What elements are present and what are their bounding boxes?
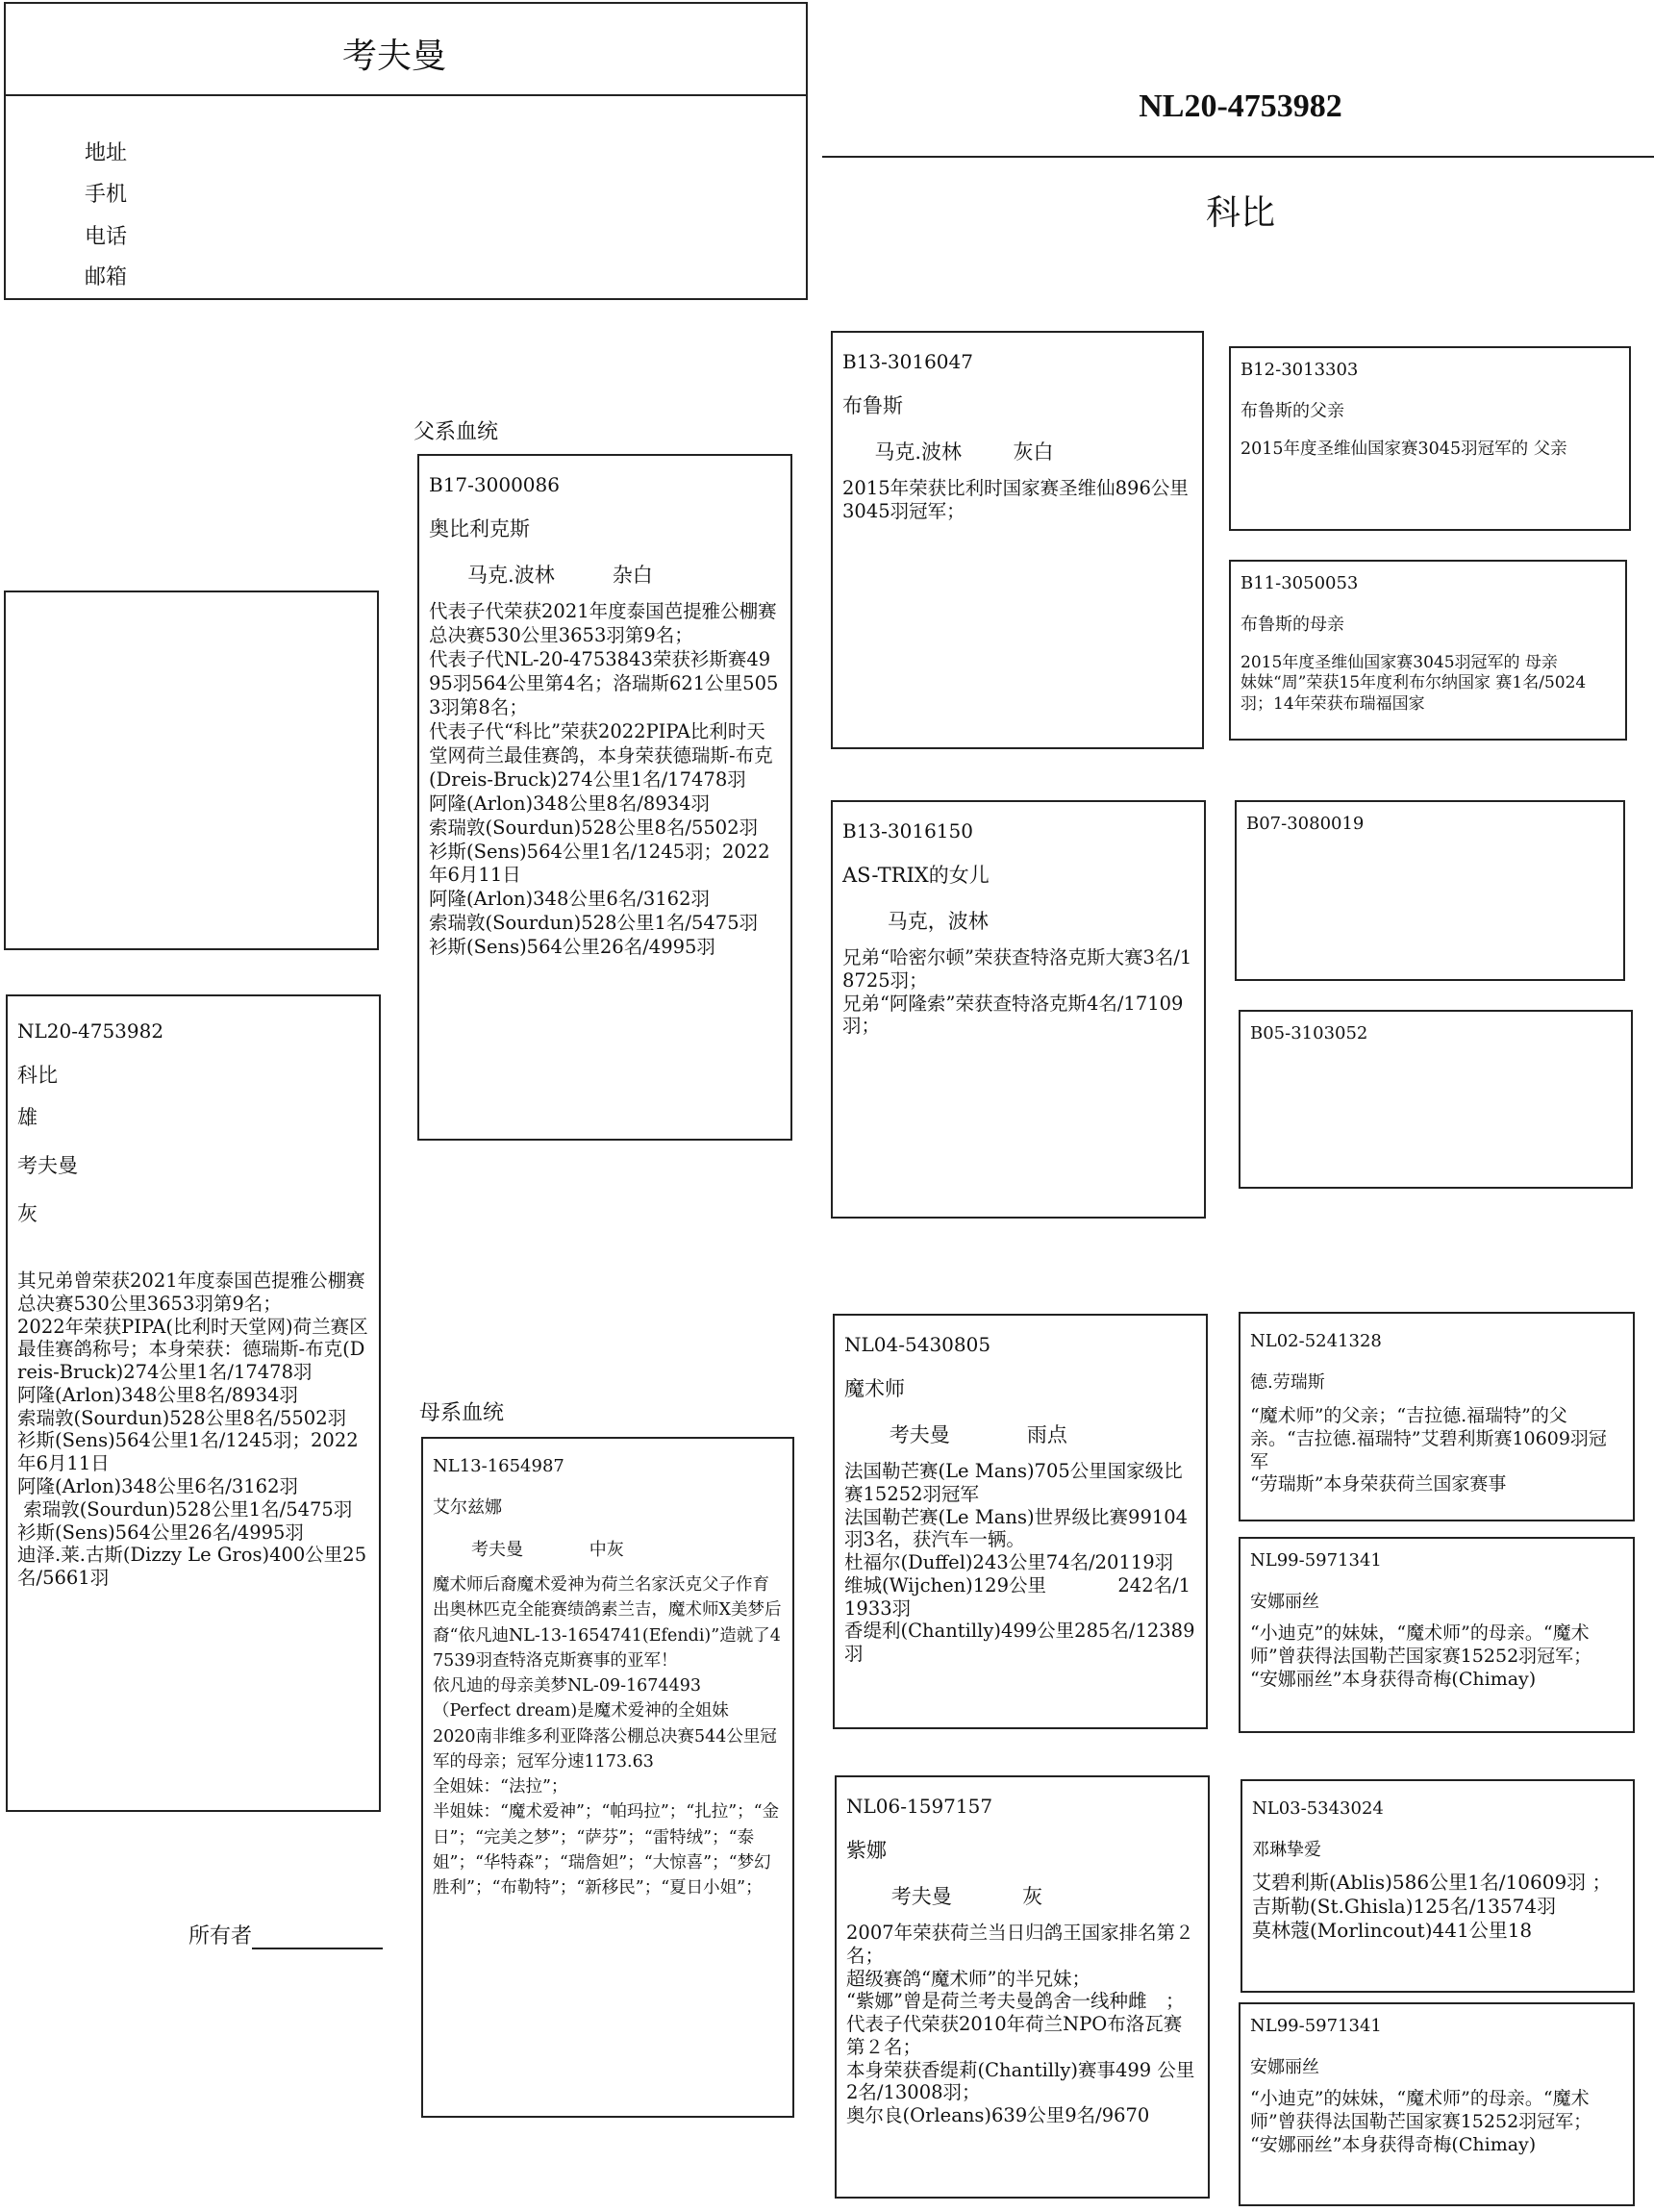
contact-address-label: 地址 (85, 141, 128, 165)
dd-dam-name: 安娜丽丝 (1250, 2057, 1319, 2077)
dam-sire-breeder-color: 考夫曼 雨点 (844, 1423, 1067, 1446)
paternal-label: 父系血统 (414, 420, 499, 444)
sd-dam-card (1239, 1010, 1633, 1189)
dd-dam-ring: NL99-5971341 (1250, 2016, 1382, 2036)
owner-signature (188, 1920, 383, 1949)
header-ring-number: NL20-4753982 (1139, 88, 1342, 124)
dam-ring: NL13-1654987 (433, 1456, 564, 1476)
contact-mobile-label: 手机 (85, 183, 128, 207)
dam-name: 艾尔兹娜 (433, 1497, 502, 1518)
sire-name: 奥比利克斯 (429, 517, 530, 540)
owner-name: 考夫曼 (341, 37, 446, 76)
ss-sire-description: 2015年度圣维仙国家赛3045羽冠军的 父亲 (1240, 440, 1567, 459)
dd-dam-description: “小迪克”的妹妹，“魔术师”的母亲。“魔术师”曾获得法国勒芒国家赛15252羽冠军； “安娜丽丝”本身获得奇梅(Chimay) (1250, 2088, 1592, 2155)
sire-sire-description: 2015年荣获比利时国家赛圣维仙896公里3045羽冠军； (842, 477, 1189, 522)
subject-color: 灰 (17, 1202, 38, 1225)
sire-sire-card (831, 331, 1204, 749)
ss-dam-description: 2015年度圣维仙国家赛3045羽冠军的 母亲 妹妹“周”荣获15年度利布尔纳国家 赛1名/5024羽；14年荣获布瑞福国家 (1240, 653, 1587, 714)
ds-sire-ring: NL02-5241328 (1250, 1331, 1382, 1351)
ds-dam-description: “小迪克”的妹妹，“魔术师”的母亲。“魔术师”曾获得法国勒芒国家赛15252羽冠军； “安娜丽丝”本身获得奇梅(Chimay) (1250, 1622, 1592, 1690)
sd-sire-ring: B07-3080019 (1246, 814, 1365, 834)
photo-frame (4, 591, 379, 950)
ss-dam-name: 布鲁斯的母亲 (1240, 615, 1344, 635)
owner-divider (6, 94, 806, 96)
sire-dam-name: AS-TRIX的女儿 (842, 864, 990, 887)
sire-dam-ring: B13-3016150 (842, 819, 973, 842)
header-pigeon-name: 科比 (1205, 193, 1275, 233)
dam-breeder-color: 考夫曼 中灰 (433, 1540, 624, 1560)
dd-sire-card (1240, 1779, 1635, 1993)
owner-signature-line (252, 1930, 383, 1949)
dam-dam-breeder-color: 考夫曼 灰 (846, 1885, 1043, 1908)
sire-description: 代表子代荣获2021年度泰国芭提雅公棚赛总决赛530公里3653羽第9名； 代表子代NL-20-4753843荣获衫斯赛4995羽564公里第4名；洛瑞斯621公里5053羽第8名； 代表子代“科比”荣获2022PIPA比利时天堂网荷兰最佳赛鸽，本身荣获德瑞斯-布克(Dreis-Bruck)274公里1名/17478羽 阿隆(Arlon)348公里8名/8934羽 索瑞敦(Sourdun)528公里8名/5502羽 衫斯(Sens)564公里1名/1245羽；2022年6月11日 阿隆(Arlon)348公里6名/3162羽 索瑞敦(Sourdun)528公里1名/5475羽 衫斯(Sens)564公里26名/4995羽 (429, 600, 779, 959)
dam-description: 魔术师后裔魔术爱神为荷兰名家沃克父子作育出奥林匹克全能赛绩鸽素兰吉，魔术师X美梦后裔“依凡迪NL-13-1654741(Efendi)”造就了47539羽查特洛克斯赛事的亚军！ 依凡迪的母亲美梦NL-09-1674493 （Perfect dream)是魔术爱神的全姐妹 2020南非维多利亚降落公棚总决赛544公里冠军的母亲；冠军分速1173.63 全姐妹：“法拉”； 半姐妹：“魔术爱神”；“帕玛拉”；“扎拉”；“金日”；“完美之梦”；“萨芬”；“雷特绒”；“泰姐”；“华特森”；“瑞詹妲”；“大惊喜”；“梦幻胜利”；“布勒特”；“新移民”；“夏日小姐”； (433, 1575, 782, 1898)
subject-sex: 雄 (17, 1106, 38, 1129)
dam-sire-ring: NL04-5430805 (844, 1333, 991, 1356)
dam-sire-card (833, 1314, 1208, 1729)
dd-sire-description: 艾碧利斯(Ablis)586公里1名/10609羽 ； 吉斯勒(St.Ghisla)125名/13574羽 莫林蔻(Morlincout)441公里18 (1252, 1871, 1612, 1942)
ds-dam-name: 安娜丽丝 (1250, 1592, 1319, 1612)
ss-dam-card (1229, 560, 1627, 741)
dam-card (421, 1437, 794, 2118)
contact-email-label: 邮箱 (85, 265, 128, 289)
dam-dam-card (835, 1775, 1210, 2199)
ss-dam-ring: B11-3050053 (1240, 573, 1359, 593)
sire-sire-name: 布鲁斯 (842, 394, 903, 417)
subject-card (6, 994, 381, 1812)
dam-dam-description: 2007年荣获荷兰当日归鸽王国家排名第２名； 超级赛鸽“魔术师”的半兄妹； “紫娜”曾是荷兰考夫曼鸽舍一线种雌 ； 代表子代荣获2010年荷兰NPO布洛瓦赛第２名； 本身荣获香缇莉(Chantilly)赛事499 公里2名/13008羽； 奥尔良(Orleans)639公里9名/9670 (846, 1922, 1195, 2127)
sire-dam-card (831, 800, 1206, 1219)
ds-sire-name: 德.劳瑞斯 (1250, 1372, 1325, 1393)
ss-sire-card (1229, 346, 1631, 531)
subject-description: 其兄弟曾荣获2021年度泰国芭提雅公棚赛总决赛530公里3653羽第9名； 2022年荣获PIPA(比利时天堂网)荷兰赛区最佳赛鸽称号；本身荣获：德瑞斯-布克(Dreis-Bruck)274公里1名/17478羽 阿隆(Arlon)348公里8名/8934羽 索瑞敦(Sourdun)528公里8名/5502羽 衫斯(Sens)564公里1名/1245羽；2022年6月11日 阿隆(Arlon)348公里6名/3162羽 索瑞敦(Sourdun)528公里1名/5475羽 衫斯(Sens)564公里26名/4995羽 迪泽.莱.古斯(Dizzy Le Gros)400公里25名/5661羽 (17, 1269, 368, 1590)
sire-ring: B17-3000086 (429, 473, 560, 496)
ds-sire-description: “魔术师”的父亲；“吉拉德.福瑞特”的父亲。“吉拉德.福瑞特”艾碧利斯赛10609羽冠军 “劳瑞斯”本身荣获荷兰国家赛事 (1250, 1405, 1607, 1496)
dam-dam-name: 紫娜 (846, 1839, 887, 1862)
ds-dam-ring: NL99-5971341 (1250, 1550, 1382, 1571)
contact-phone-label: 电话 (85, 225, 128, 249)
sd-sire-card (1235, 800, 1625, 981)
dd-sire-name: 邓琳挚爱 (1252, 1840, 1321, 1860)
dd-dam-card (1239, 2002, 1635, 2206)
subject-ring: NL20-4753982 (17, 1019, 164, 1043)
ds-sire-card (1239, 1312, 1635, 1521)
subject-breeder: 考夫曼 (17, 1154, 78, 1177)
dd-sire-ring: NL03-5343024 (1252, 1798, 1384, 1819)
dam-sire-name: 魔术师 (844, 1377, 905, 1400)
dam-sire-description: 法国勒芒赛(Le Mans)705公里国家级比赛15252羽冠军 法国勒芒赛(Le Mans)世界级比赛99104羽3名，获汽车一辆。 杜福尔(Duffel)243公里74名/20119羽 维城(Wijchen)129公里 242名/11933羽 香缇利(Chantilly)499公里285名/12389羽 (844, 1460, 1195, 1666)
maternal-label: 母系血统 (419, 1401, 505, 1425)
sire-sire-ring: B13-3016047 (842, 350, 973, 373)
sire-dam-description: 兄弟“哈密尔顿”荣获查特洛克斯大赛3名/18725羽； 兄弟“阿隆索”荣获查特洛克斯4名/17109羽； (842, 946, 1192, 1038)
owner-signature-label: 所有者 (188, 1924, 253, 1948)
sd-dam-ring: B05-3103052 (1250, 1023, 1368, 1043)
ss-sire-ring: B12-3013303 (1240, 360, 1359, 380)
sire-card (417, 454, 792, 1141)
sire-sire-breeder-color: 马克.波林 灰白 (842, 440, 1054, 464)
owner-box (4, 2, 808, 300)
dam-dam-ring: NL06-1597157 (846, 1795, 993, 1818)
ss-sire-name: 布鲁斯的父亲 (1240, 401, 1344, 421)
sire-breeder-color: 马克.波林 杂白 (429, 564, 653, 587)
subject-name: 科比 (17, 1064, 58, 1087)
sire-dam-breeder-color: 马克，波林 (842, 910, 989, 933)
header-divider (822, 156, 1654, 158)
ds-dam-card (1239, 1537, 1635, 1733)
